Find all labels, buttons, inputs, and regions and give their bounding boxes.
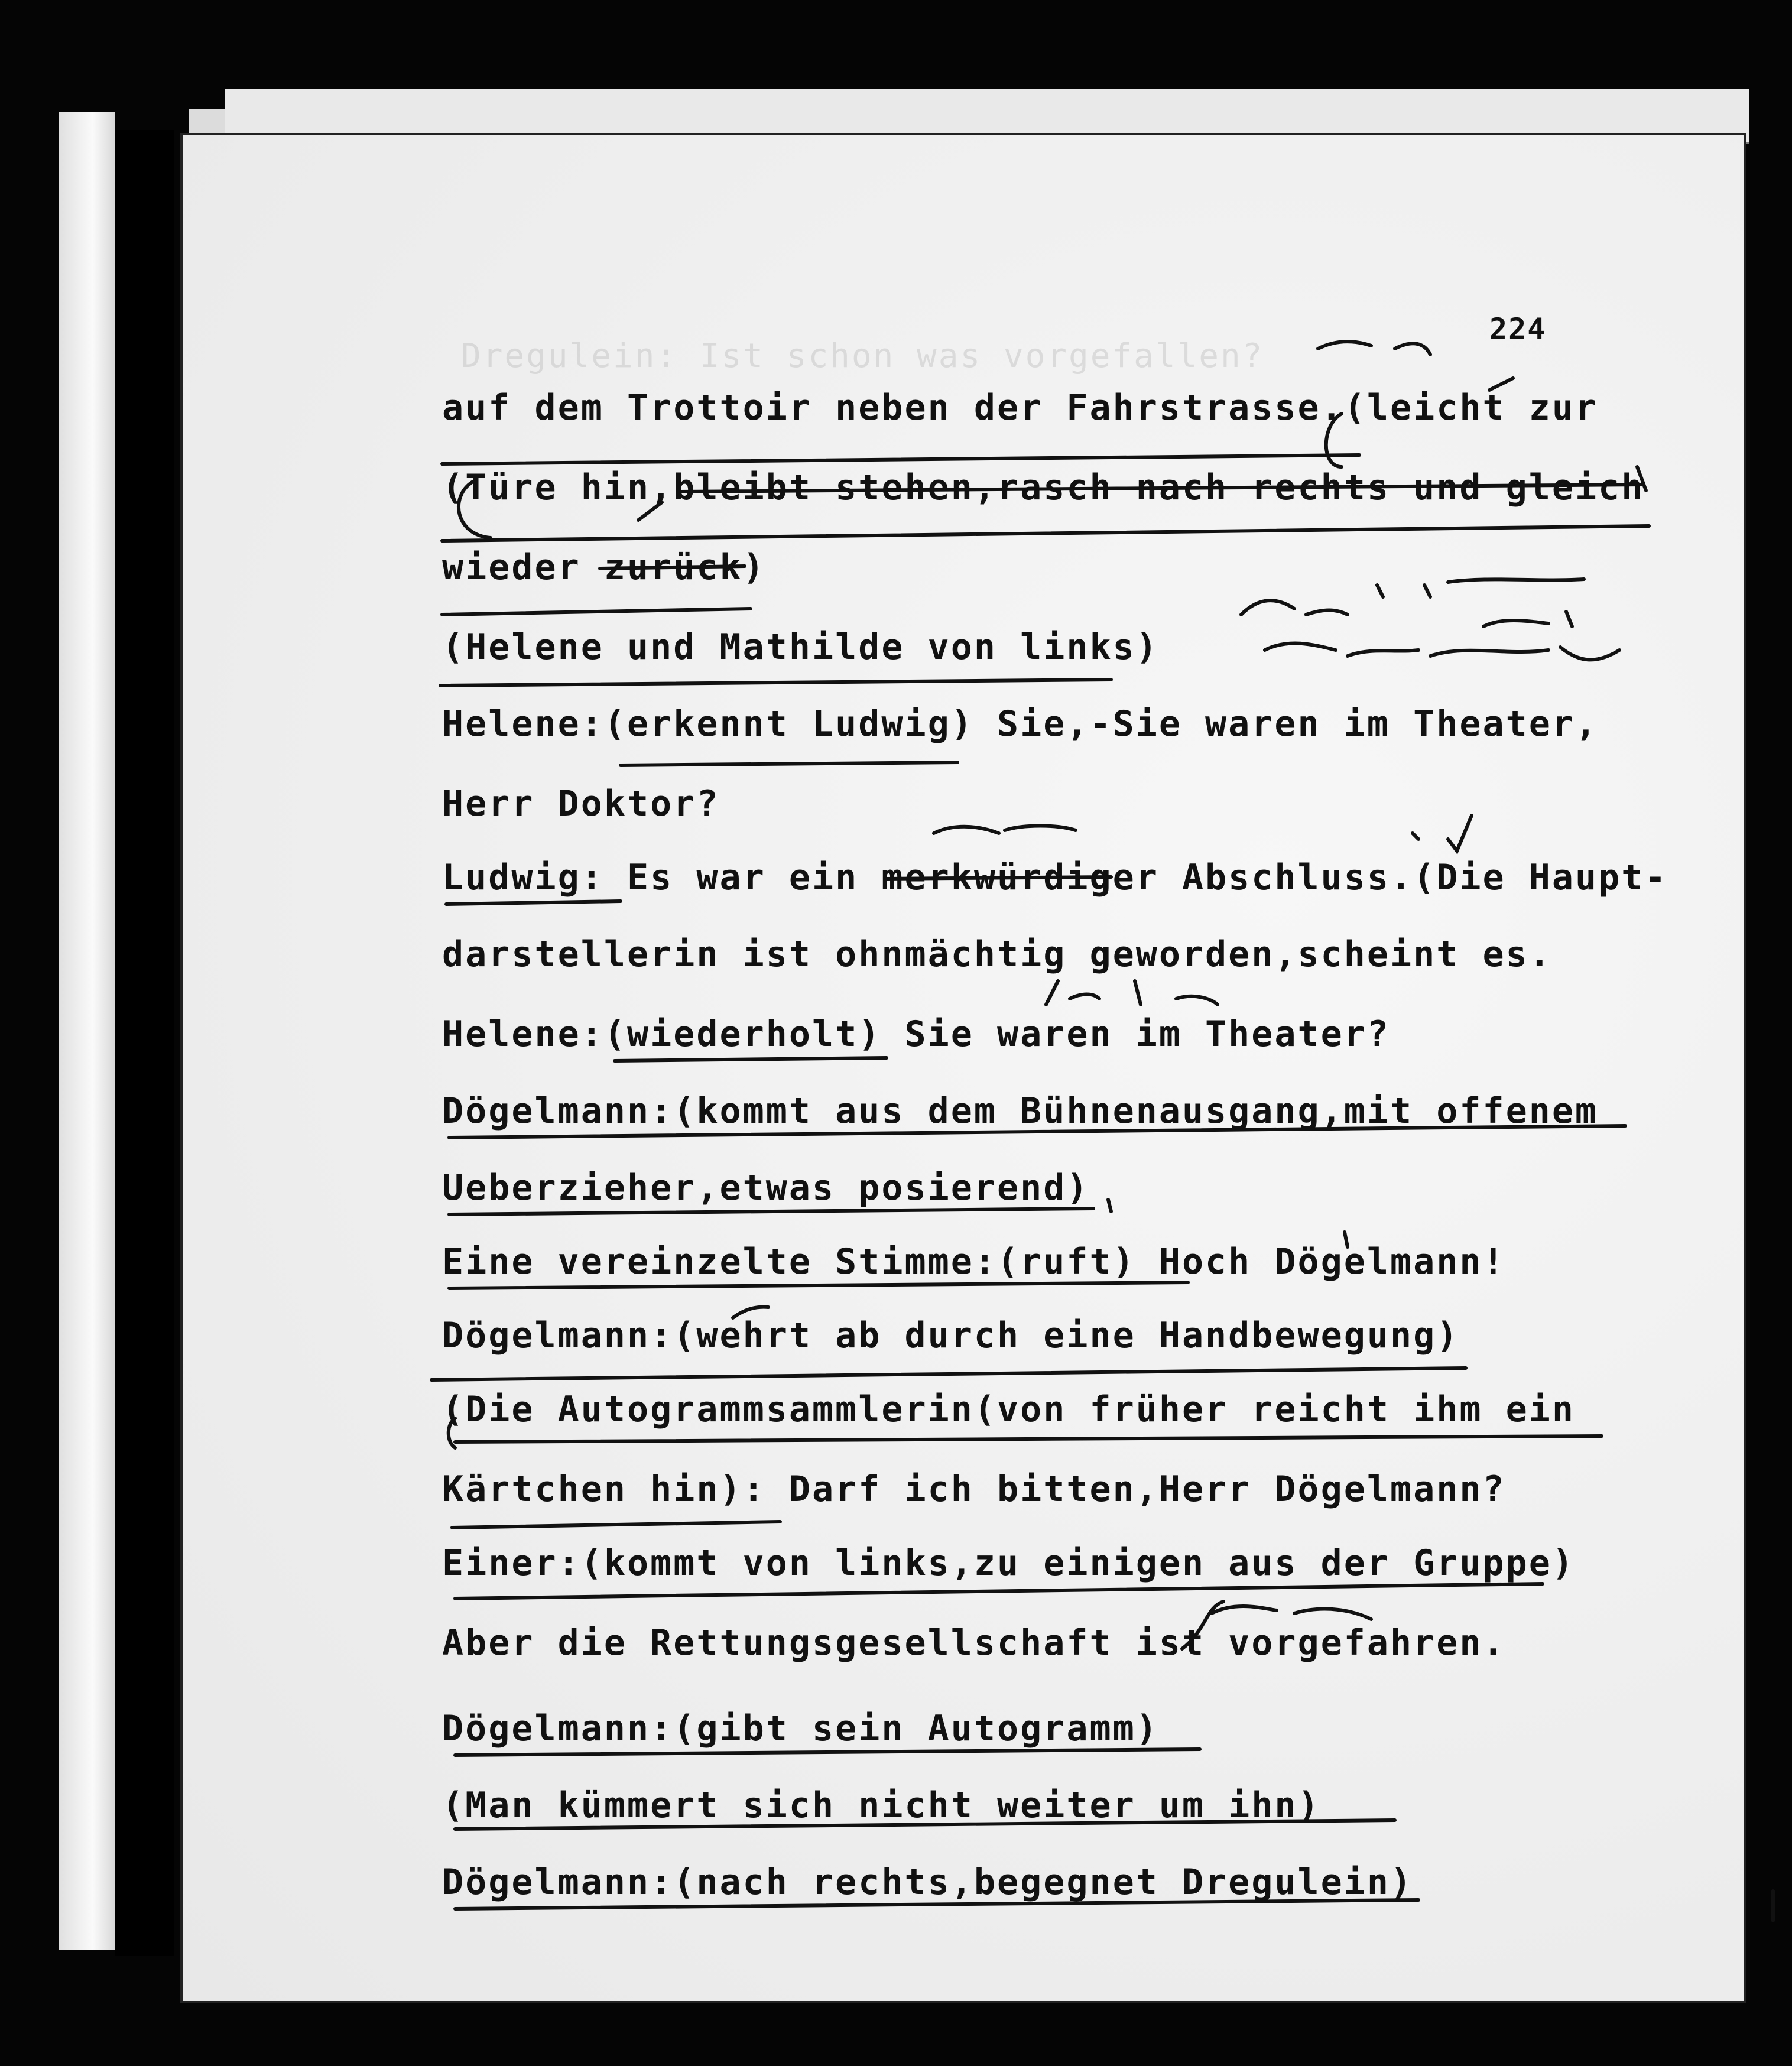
underline	[452, 1522, 780, 1528]
underline	[442, 526, 1649, 541]
handwritten-note	[1377, 579, 1584, 597]
handwritten-note	[1489, 378, 1513, 390]
text-line: Ludwig: Es war ein merkwürdiger Abschluss.(Die Haupt-	[442, 857, 1668, 898]
underline	[455, 1436, 1602, 1442]
underline	[440, 680, 1111, 686]
text-line: Kärtchen hin): Darf ich bitten,Herr Dögelmann?	[442, 1469, 1506, 1510]
text-line: Eine vereinzelte Stimme:(ruft) Hoch Dögelmann!	[442, 1241, 1506, 1282]
handwritten-note	[1108, 1200, 1111, 1211]
underline	[615, 1058, 887, 1061]
text-line: Einer:(kommt von links,zu einigen aus der Gruppe)	[442, 1542, 1576, 1584]
text-line: darstellerin ist ohnmächtig geworden,scheint es.	[442, 934, 1552, 975]
show-through-text: Dregulein: Ist schon was vorgefallen?	[461, 337, 1264, 375]
underline	[449, 1282, 1188, 1288]
bracket-mark	[449, 1418, 455, 1448]
text-line: Dögelmann:(wehrt ab durch eine Handbewegung)	[442, 1315, 1460, 1356]
bracket-mark	[638, 502, 662, 520]
handwritten-note	[1212, 1606, 1371, 1619]
text-line: (Helene und Mathilde von links)	[442, 626, 1159, 668]
text-line: auf dem Trottoir neben der Fahrstrasse.(leicht zur	[442, 387, 1599, 428]
text-line: Ueberzieher,etwas posierend)	[442, 1167, 1090, 1209]
text-line: (Die Autogrammsammlerin(von früher reicht ihm ein	[442, 1389, 1576, 1430]
page-number: 224	[1489, 312, 1547, 346]
underline	[442, 609, 751, 615]
handwritten-note	[1483, 612, 1572, 626]
handwritten-note	[1265, 643, 1418, 656]
text-line: Dögelmann:(gibt sein Autogramm)	[442, 1708, 1159, 1749]
handwritten-note	[1345, 1232, 1348, 1247]
underline	[455, 1749, 1200, 1755]
handwritten-note	[1241, 600, 1348, 615]
handwritten-note	[1318, 342, 1430, 355]
underline	[446, 901, 621, 904]
underline	[431, 1368, 1466, 1380]
underline	[455, 1900, 1418, 1909]
text-line: Aber die Rettungsgesellschaft ist vorgefahren.	[442, 1622, 1506, 1664]
insertion-mark	[1182, 1602, 1223, 1649]
text-line: Dögelmann:(nach rechts,begegnet Dregulein)	[442, 1862, 1414, 1903]
insertion-mark	[733, 1307, 768, 1318]
handwritten-note	[934, 826, 1076, 834]
handwritten-note	[1413, 816, 1472, 851]
text-line: (Man kümmert sich nicht weiter um ihn)	[442, 1785, 1321, 1826]
text-line: wieder zurück)	[442, 547, 766, 588]
underline	[442, 455, 1359, 464]
text-line: Helene:(wiederholt) Sie waren im Theater?	[442, 1013, 1391, 1055]
bracket-mark	[459, 482, 491, 538]
text-line: Dögelmann:(kommt aus dem Bühnenausgang,mit offenem	[442, 1090, 1599, 1132]
text-line: Herr Doktor?	[442, 783, 720, 824]
strikethrough	[680, 485, 1643, 492]
text-line: (Türe hin,bleibt stehen,rasch nach rechts und gleich	[442, 467, 1645, 508]
underline	[621, 762, 957, 765]
bracket-mark	[1637, 467, 1646, 490]
underline	[455, 1820, 1395, 1829]
underline	[449, 1209, 1093, 1214]
underline	[455, 1584, 1543, 1599]
underline	[449, 1126, 1625, 1138]
handwritten-note	[1046, 981, 1218, 1005]
bracket-mark	[1326, 414, 1342, 467]
strikethrough	[600, 566, 745, 569]
text-line: Helene:(erkennt Ludwig) Sie,-Sie waren im Theater,	[442, 703, 1599, 745]
strikethrough	[887, 877, 1111, 879]
handwritten-note	[1430, 647, 1619, 660]
